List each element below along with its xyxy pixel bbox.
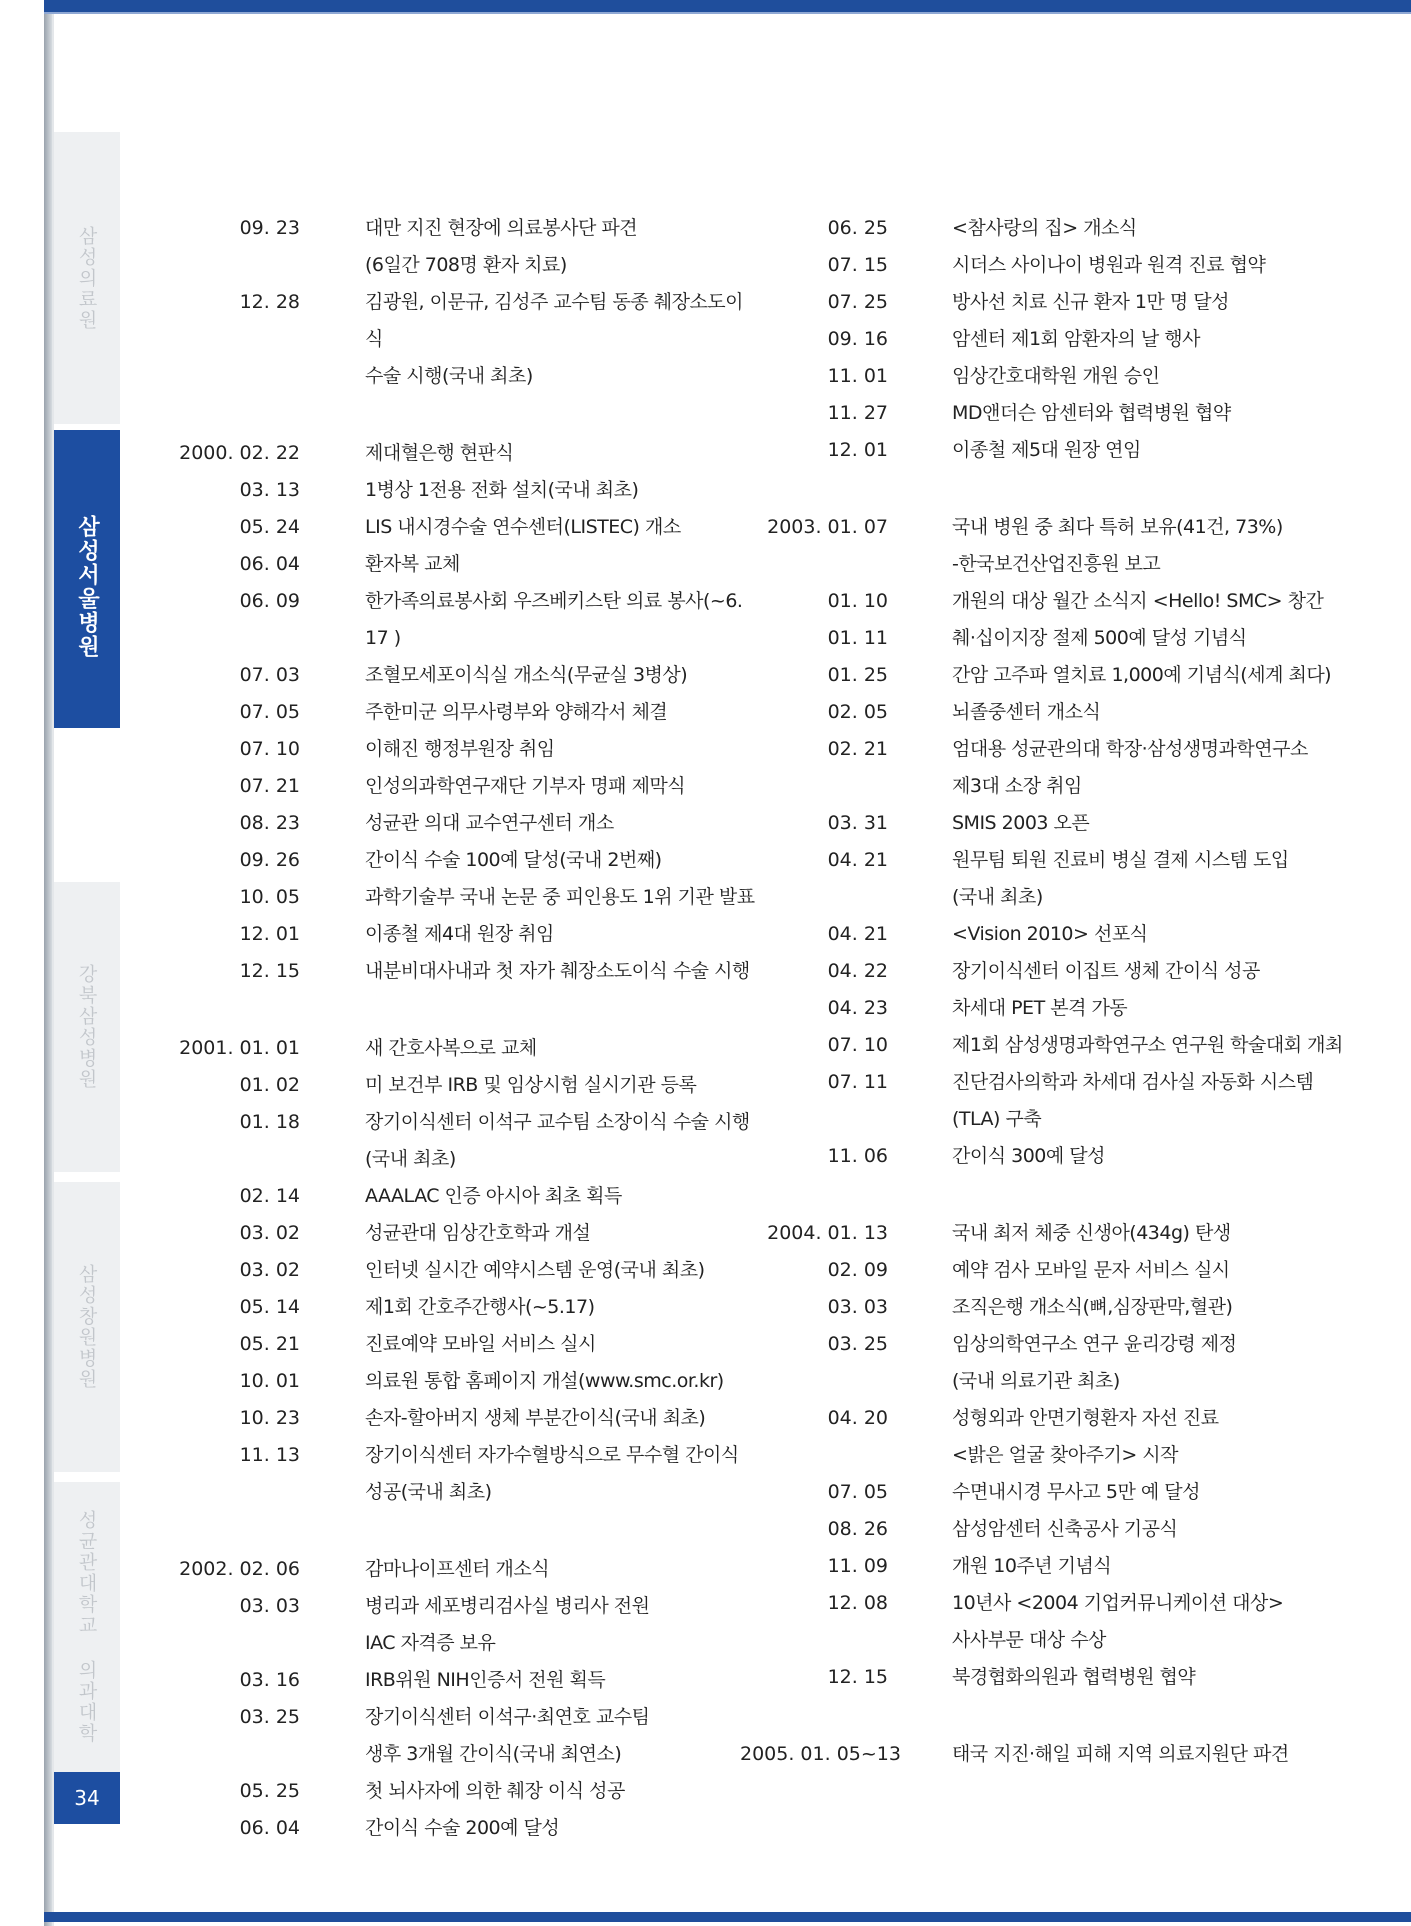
- timeline-entry: [160, 1067, 760, 1104]
- entry-text: 엄대용 성균관의대 학장·삼성생명과학연구소 제3대 소장 취임: [952, 738, 1308, 797]
- timeline-entry: [160, 879, 760, 916]
- entry-date: 06. 25: [827, 217, 888, 239]
- entry-text: LIS 내시경수술 연수센터(LISTEC) 개소: [365, 516, 681, 538]
- timeline-entry: [740, 1064, 1360, 1138]
- entry-text: SMIS 2003 오픈: [952, 812, 1090, 834]
- entry-date: 2004. 01. 13: [767, 1222, 888, 1244]
- entry-text: 췌·십이지장 절제 500예 달성 기념식: [952, 627, 1247, 649]
- timeline-entry: [740, 247, 1360, 284]
- timeline-entry: [160, 1810, 760, 1847]
- entry-text: 개원 10주년 기념식: [952, 1555, 1112, 1577]
- timeline-entry: [740, 1548, 1360, 1585]
- timeline-entry: [740, 432, 1360, 469]
- timeline-entry: [740, 657, 1360, 694]
- entry-date: 05. 24: [239, 516, 300, 538]
- entry-text: <참사랑의 집> 개소식: [952, 217, 1137, 239]
- entry-text: 성균관 의대 교수연구센터 개소: [365, 812, 614, 834]
- timeline-entry: [160, 1326, 760, 1363]
- timeline-entry: [160, 1662, 760, 1699]
- entry-date: 10. 01: [239, 1370, 300, 1392]
- bottom-border: [44, 1912, 1411, 1922]
- entry-date: 07. 05: [827, 1481, 888, 1503]
- entry-text: 간암 고주파 열치료 1,000예 기념식(세계 최다): [952, 664, 1332, 686]
- entry-date: 11. 27: [827, 402, 888, 424]
- entry-text: 수면내시경 무사고 5만 예 달성: [952, 1481, 1200, 1503]
- timeline-entry: [740, 1736, 1360, 1773]
- entry-date: 04. 21: [827, 923, 888, 945]
- timeline-entry: [160, 1400, 760, 1437]
- entry-date: 03. 31: [827, 812, 888, 834]
- entry-date: 07. 11: [827, 1071, 888, 1093]
- entry-date: 01. 10: [827, 590, 888, 612]
- entry-date: 09. 16: [827, 328, 888, 350]
- timeline-entry: [740, 509, 1360, 583]
- entry-date: 08. 23: [239, 812, 300, 834]
- timeline-entry: [160, 1252, 760, 1289]
- entry-text: 간이식 300예 달성: [952, 1145, 1105, 1167]
- timeline-entry: [160, 1588, 760, 1662]
- timeline-entry: [740, 284, 1360, 321]
- entry-date: 07. 15: [827, 254, 888, 276]
- entry-text: 손자-할아버지 생체 부분간이식(국내 최초): [365, 1407, 706, 1429]
- timeline-entry: [160, 435, 760, 472]
- entry-date: 04. 23: [827, 997, 888, 1019]
- entry-text: MD앤더슨 암센터와 협력병원 협약: [952, 402, 1231, 424]
- timeline-entry: [740, 321, 1360, 358]
- entry-text: 대만 지진 현장에 의료봉사단 파견 (6일간 708명 환자 치료): [365, 217, 638, 276]
- entry-text: 한가족의료봉사회 우즈베키스탄 의료 봉사(~6. 17 ): [365, 590, 743, 649]
- timeline-entry: [740, 1326, 1360, 1400]
- entry-date: 02. 05: [827, 701, 888, 723]
- timeline-entry: [740, 210, 1360, 247]
- entry-date: 07. 03: [239, 664, 300, 686]
- entry-text: 태국 지진·해일 피해 지역 의료지원단 파견: [952, 1743, 1289, 1765]
- timeline-entry: [160, 472, 760, 509]
- top-border: [44, 0, 1411, 12]
- entry-text: 감마나이프센터 개소식: [365, 1558, 550, 1580]
- entry-date: 05. 25: [239, 1780, 300, 1802]
- timeline-entry: [740, 620, 1360, 657]
- entry-text: 북경협화의원과 협력병원 협약: [952, 1666, 1196, 1688]
- timeline-entry: [160, 284, 760, 395]
- entry-text: 개원의 대상 월간 소식지 <Hello! SMC> 창간: [952, 590, 1324, 612]
- timeline-entry: [160, 1104, 760, 1178]
- tab-label: 삼성의료원: [75, 225, 98, 331]
- entry-text: 미 보건부 IRB 및 임상시험 실시기관 등록: [365, 1074, 697, 1096]
- timeline-entry: [740, 583, 1360, 620]
- entry-date: 03. 03: [239, 1595, 300, 1617]
- entry-text: 주한미군 의무사령부와 양해각서 체결: [365, 701, 668, 723]
- page-number: 34: [54, 1772, 120, 1824]
- entry-date: 01. 18: [239, 1111, 300, 1133]
- timeline-entry: [160, 583, 760, 657]
- timeline-entry: [160, 210, 760, 284]
- entry-date: 04. 21: [827, 849, 888, 871]
- entry-text: 장기이식센터 이석구·최연호 교수팀 생후 3개월 간이식(국내 최연소): [365, 1706, 650, 1765]
- tab-label: 삼성창원병원: [75, 1264, 98, 1390]
- entry-text: 이해진 행정부원장 취임: [365, 738, 555, 760]
- timeline-entry: [740, 953, 1360, 990]
- entry-date: 11. 01: [827, 365, 888, 387]
- timeline-entry: [160, 546, 760, 583]
- entry-date: 12. 01: [239, 923, 300, 945]
- entry-date: 03. 16: [239, 1669, 300, 1691]
- timeline-entry: [740, 1138, 1360, 1175]
- timeline-entry: [740, 805, 1360, 842]
- entry-text: 시더스 사이나이 병원과 원격 진료 협약: [952, 254, 1266, 276]
- entry-date: 05. 21: [239, 1333, 300, 1355]
- entry-date: 02. 14: [239, 1185, 300, 1207]
- entry-date: 03. 25: [239, 1706, 300, 1728]
- tab-kangbuk-samsung-hospital[interactable]: [54, 882, 120, 1172]
- entry-date: 01. 02: [239, 1074, 300, 1096]
- timeline-entry: [160, 694, 760, 731]
- entry-date: 01. 25: [827, 664, 888, 686]
- entry-text: 제대혈은행 현판식: [365, 442, 514, 464]
- tab-skku-school-of-medicine[interactable]: [54, 1482, 120, 1772]
- entry-text: 김광원, 이문규, 김성주 교수팀 동종 췌장소도이식 수술 시행(국내 최초): [365, 291, 744, 387]
- entry-text: 국내 최저 체중 신생아(434g) 탄생: [952, 1222, 1231, 1244]
- entry-date: 12. 08: [827, 1592, 888, 1614]
- entry-date: 03. 02: [239, 1259, 300, 1281]
- entry-text: 인터넷 실시간 예약시스템 운영(국내 최초): [365, 1259, 705, 1281]
- tab-samsung-seoul-hospital[interactable]: [54, 446, 120, 728]
- tab-label: 성균관대학교 의과대학: [75, 1510, 98, 1744]
- timeline-entry: [160, 805, 760, 842]
- entry-text: 첫 뇌사자에 의한 췌장 이식 성공: [365, 1780, 625, 1802]
- entry-date: 02. 21: [827, 738, 888, 760]
- timeline-entry: [740, 731, 1360, 805]
- tab-label: 삼성서울병원: [74, 515, 100, 659]
- timeline-entry: [740, 1252, 1360, 1289]
- entry-date: 2001. 01. 01: [179, 1037, 300, 1059]
- book-spine: [44, 0, 52, 1926]
- timeline-entry: [740, 1400, 1360, 1474]
- entry-text: 진단검사의학과 차세대 검사실 자동화 시스템 (TLA) 구축: [952, 1071, 1314, 1130]
- entry-date: 02. 09: [827, 1259, 888, 1281]
- entry-text: 성형외과 안면기형환자 자선 진료 <밝은 얼굴 찾아주기> 시작: [952, 1407, 1219, 1466]
- entry-date: 01. 11: [827, 627, 888, 649]
- timeline-entry: [160, 509, 760, 546]
- timeline-entry: [160, 1773, 760, 1810]
- entry-date: 12. 01: [827, 439, 888, 461]
- timeline-entry: [740, 1474, 1360, 1511]
- timeline-entry: [160, 1215, 760, 1252]
- tab-samsung-changwon-hospital[interactable]: [54, 1182, 120, 1472]
- entry-date: 12. 15: [827, 1666, 888, 1688]
- entry-text: 이종철 제4대 원장 취임: [365, 923, 554, 945]
- timeline-entry: [740, 395, 1360, 432]
- tab-label: 강북삼성병원: [75, 964, 98, 1090]
- entry-text: 새 간호사복으로 교체: [365, 1037, 537, 1059]
- entry-date: 11. 06: [827, 1145, 888, 1167]
- entry-date: 11. 09: [827, 1555, 888, 1577]
- entry-date: 05. 14: [239, 1296, 300, 1318]
- entry-date: 08. 26: [827, 1518, 888, 1540]
- entry-date: 07. 10: [239, 738, 300, 760]
- timeline-entry: [740, 1215, 1360, 1252]
- entry-date: 10. 23: [239, 1407, 300, 1429]
- timeline-entry: [160, 657, 760, 694]
- entry-date: 09. 26: [239, 849, 300, 871]
- entry-date: 2003. 01. 07: [767, 516, 888, 538]
- entry-date: 10. 05: [239, 886, 300, 908]
- timeline-entry: [160, 1363, 760, 1400]
- entry-text: 임상의학연구소 연구 윤리강령 제정 (국내 의료기관 최초): [952, 1333, 1237, 1392]
- timeline-entry: [740, 1289, 1360, 1326]
- top-border-accent: [44, 12, 1411, 14]
- entry-text: AAALAC 인증 아시아 최초 획득: [365, 1185, 622, 1207]
- active-tab-cap: [54, 430, 120, 446]
- entry-text: IRB위원 NIH인증서 전원 획득: [365, 1669, 606, 1691]
- timeline-entry: [740, 916, 1360, 953]
- timeline-entry: [160, 1699, 760, 1773]
- entry-text: 삼성암센터 신축공사 기공식: [952, 1518, 1178, 1540]
- entry-text: 인성의과학연구재단 기부자 명패 제막식: [365, 775, 686, 797]
- timeline-entry: [160, 731, 760, 768]
- timeline-entry: [740, 842, 1360, 916]
- entry-date: 04. 20: [827, 1407, 888, 1429]
- entry-text: 장기이식센터 자가수혈방식으로 무수혈 간이식 성공(국내 최초): [365, 1444, 739, 1503]
- timeline-entry: [160, 1289, 760, 1326]
- timeline-entry: [740, 694, 1360, 731]
- entry-text: 원무팀 퇴원 진료비 병실 결제 시스템 도입 (국내 최초): [952, 849, 1289, 908]
- timeline-entry: [740, 1659, 1360, 1696]
- entry-date: 06. 09: [239, 590, 300, 612]
- tab-samsung-medical-center[interactable]: [54, 132, 120, 424]
- entry-text: 환자복 교체: [365, 553, 460, 575]
- entry-date: 03. 13: [239, 479, 300, 501]
- entry-date: 2000. 02. 22: [179, 442, 300, 464]
- entry-text: 제1회 삼성생명과학연구소 연구원 학술대회 개최: [952, 1034, 1343, 1056]
- entry-text: 제1회 간호주간행사(~5.17): [365, 1296, 595, 1318]
- entry-date: 09. 23: [239, 217, 300, 239]
- entry-text: 예약 검사 모바일 문자 서비스 실시: [952, 1259, 1230, 1281]
- entry-text: 뇌졸중센터 개소식: [952, 701, 1101, 723]
- entry-text: 진료예약 모바일 서비스 실시: [365, 1333, 596, 1355]
- timeline-entry: [740, 1511, 1360, 1548]
- timeline-entry: [740, 1027, 1360, 1064]
- timeline-entry: [740, 1585, 1360, 1659]
- entry-date: 03. 03: [827, 1296, 888, 1318]
- entry-text: 의료원 통합 홈페이지 개설(www.smc.or.kr): [365, 1370, 724, 1392]
- entry-date: 07. 10: [827, 1034, 888, 1056]
- timeline-entry: [160, 842, 760, 879]
- entry-text: 병리과 세포병리검사실 병리사 전원 IAC 자격증 보유: [365, 1595, 650, 1654]
- entry-date: 07. 05: [239, 701, 300, 723]
- entry-date: 2002. 02. 06: [179, 1558, 300, 1580]
- entry-text: <Vision 2010> 선포식: [952, 923, 1148, 945]
- entry-date: 11. 13: [239, 1444, 300, 1466]
- entry-date: 12. 28: [239, 291, 300, 313]
- entry-text: 과학기술부 국내 논문 중 피인용도 1위 기관 발표: [365, 886, 755, 908]
- timeline-entry: [160, 768, 760, 805]
- entry-text: 장기이식센터 이석구 교수팀 소장이식 수술 시행 (국내 최초): [365, 1111, 750, 1170]
- timeline-left-column: [160, 210, 760, 1847]
- timeline-entry: [160, 1437, 760, 1511]
- entry-text: 차세대 PET 본격 가동: [952, 997, 1128, 1019]
- entry-text: 장기이식센터 이집트 생체 간이식 성공: [952, 960, 1260, 982]
- entry-date: 06. 04: [239, 553, 300, 575]
- entry-text: 조혈모세포이식실 개소식(무균실 3병상): [365, 664, 688, 686]
- timeline-entry: [160, 953, 760, 990]
- timeline-entry: [160, 916, 760, 953]
- timeline-entry: [160, 1030, 760, 1067]
- entry-date: 07. 25: [827, 291, 888, 313]
- entry-text: 1병상 1전용 전화 설치(국내 최초): [365, 479, 639, 501]
- entry-date: 2005. 01. 05~13: [740, 1743, 901, 1765]
- timeline-entry: [740, 990, 1360, 1027]
- entry-text: 임상간호대학원 개원 승인: [952, 365, 1160, 387]
- timeline-entry: [740, 358, 1360, 395]
- entry-text: 조직은행 개소식(뼈,심장판막,혈관): [952, 1296, 1233, 1318]
- entry-date: 04. 22: [827, 960, 888, 982]
- entry-text: 간이식 수술 200예 달성: [365, 1817, 560, 1839]
- timeline-entry: [160, 1178, 760, 1215]
- entry-text: 암센터 제1회 암환자의 날 행사: [952, 328, 1200, 350]
- entry-text: 이종철 제5대 원장 연임: [952, 439, 1141, 461]
- entry-date: 03. 02: [239, 1222, 300, 1244]
- timeline-entry: [160, 1551, 760, 1588]
- entry-text: 10년사 <2004 기업커뮤니케이션 대상> 사사부문 대상 수상: [952, 1592, 1284, 1651]
- entry-text: 국내 병원 중 최다 특허 보유(41건, 73%) -한국보건산업진흥원 보고: [952, 516, 1283, 575]
- entry-date: 03. 25: [827, 1333, 888, 1355]
- timeline-right-column: [740, 210, 1360, 1773]
- entry-text: 성균관대 임상간호학과 개설: [365, 1222, 591, 1244]
- entry-text: 방사선 치료 신규 환자 1만 명 달성: [952, 291, 1229, 313]
- entry-date: 12. 15: [239, 960, 300, 982]
- entry-date: 07. 21: [239, 775, 300, 797]
- entry-text: 내분비대사내과 첫 자가 췌장소도이식 수술 시행: [365, 960, 750, 982]
- entry-text: 간이식 수술 100예 달성(국내 2번째): [365, 849, 662, 871]
- entry-date: 06. 04: [239, 1817, 300, 1839]
